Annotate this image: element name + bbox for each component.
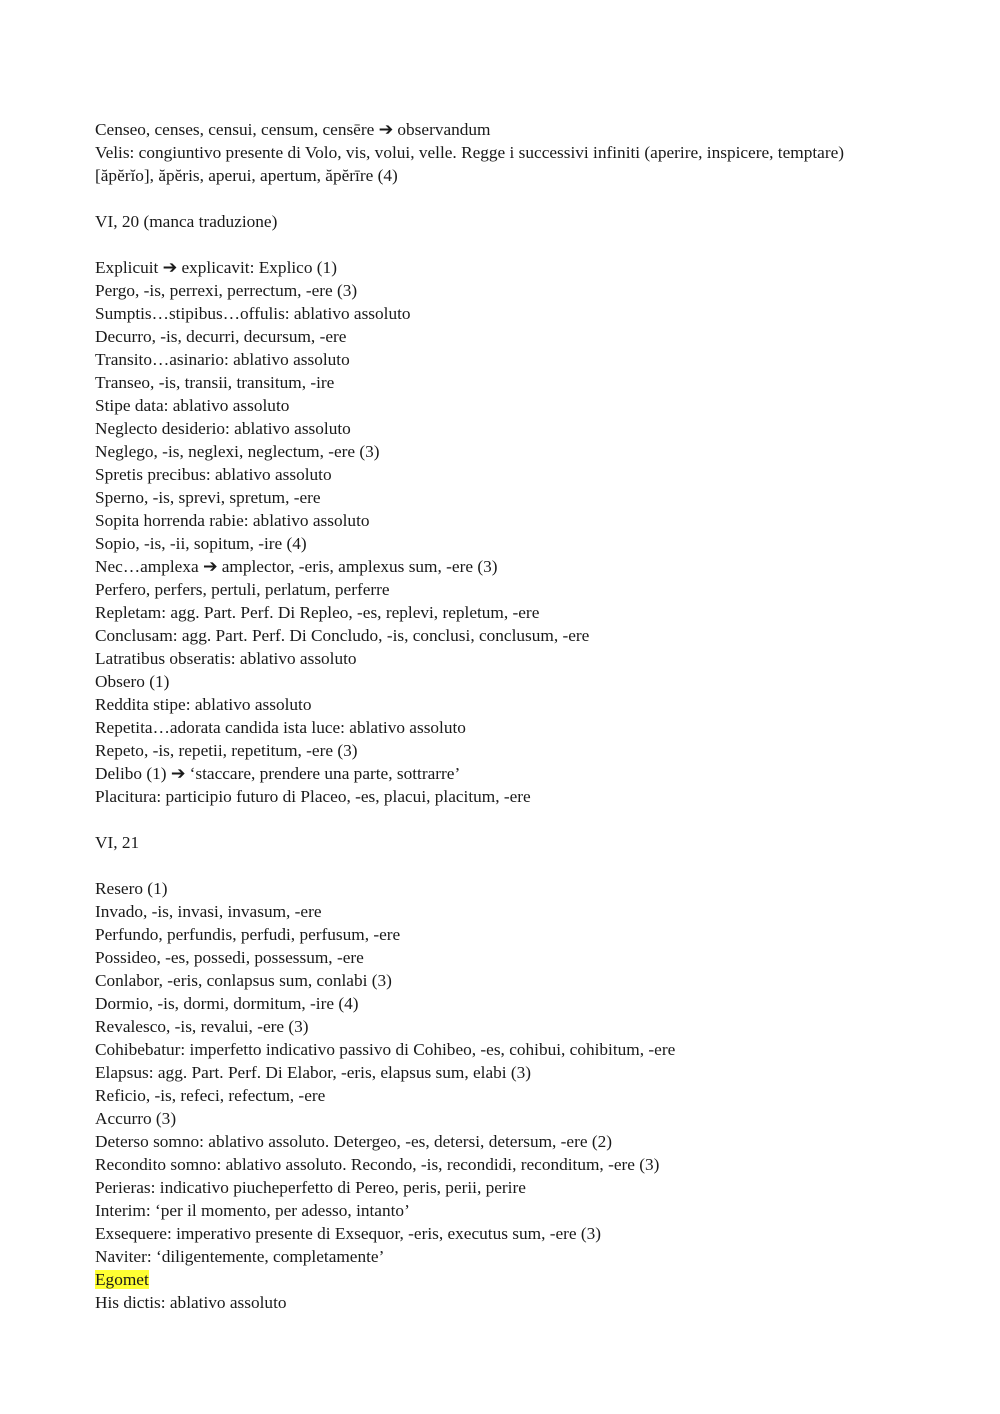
- note-line: Exsequere: imperativo presente di Exsequor, -eris, executus sum, -ere (3): [95, 1224, 602, 1243]
- note-line: Invado, -is, invasi, invasum, -ere: [95, 902, 322, 921]
- note-line: Perfundo, perfundis, perfudi, perfusum, -ere: [95, 925, 401, 944]
- note-line: Decurro, -is, decurri, decursum, -ere: [95, 327, 347, 346]
- note-line: Sopio, -is, -ii, sopitum, -ire (4): [95, 534, 307, 553]
- vi-20-notes: [95, 256, 955, 808]
- note-line: Censeo, censes, censui, censum, censēre ➔ observandum: [95, 120, 491, 139]
- note-line: Transito…asinario: ablativo assoluto: [95, 350, 350, 369]
- note-line: Sperno, -is, sprevi, spretum, -ere: [95, 488, 321, 507]
- blank-line: [95, 854, 955, 877]
- note-line: Delibo (1) ➔ ‘staccare, prendere una parte, sottrarre’: [95, 764, 461, 783]
- note-line: Deterso somno: ablativo assoluto. Detergeo, -es, detersi, detersum, -ere (2): [95, 1132, 613, 1151]
- note-line: Elapsus: agg. Part. Perf. Di Elabor, -eris, elapsus sum, elabi (3): [95, 1063, 532, 1082]
- note-line: Resero (1): [95, 879, 168, 898]
- note-line: Revalesco, -is, revalui, -ere (3): [95, 1017, 309, 1036]
- note-line: Repletam: agg. Part. Perf. Di Repleo, -es, replevi, repletum, -ere: [95, 603, 540, 622]
- note-line: Sopita horrenda rabie: ablativo assoluto: [95, 511, 370, 530]
- note-line: Reddita stipe: ablativo assoluto: [95, 695, 312, 714]
- note-line: Possideo, -es, possedi, possessum, -ere: [95, 948, 364, 967]
- note-line: Dormio, -is, dormi, dormitum, -ire (4): [95, 994, 359, 1013]
- note-line: Reficio, -is, refeci, refectum, -ere: [95, 1086, 326, 1105]
- note-line: Nec…amplexa ➔ amplector, -eris, amplexus sum, -ere (3): [95, 557, 498, 576]
- note-line: Perieras: indicativo piucheperfetto di Pereo, peris, perii, perire: [95, 1178, 526, 1197]
- section-heading-vi-21: VI, 21: [95, 833, 140, 852]
- note-line: Velis: congiuntivo presente di Volo, vis, volui, velle. Regge i successivi infiniti (aperire, inspicere, temptare): [95, 143, 844, 162]
- note-line: Naviter: ‘diligentemente, completamente’: [95, 1247, 385, 1266]
- note-line: Neglecto desiderio: ablativo assoluto: [95, 419, 351, 438]
- blank-line: [95, 808, 955, 831]
- note-line: Neglego, -is, neglexi, neglectum, -ere (3): [95, 442, 380, 461]
- note-line: Latratibus obseratis: ablativo assoluto: [95, 649, 357, 668]
- document-page: [95, 118, 955, 1314]
- note-line: Conlabor, -eris, conlapsus sum, conlabi (3): [95, 971, 392, 990]
- note-line: Obsero (1): [95, 672, 170, 691]
- note-line: Stipe data: ablativo assoluto: [95, 396, 290, 415]
- note-line: Sumptis…stipibus…offulis: ablativo assoluto: [95, 304, 411, 323]
- note-line: Recondito somno: ablativo assoluto. Recondo, -is, recondidi, reconditum, -ere (3): [95, 1155, 660, 1174]
- note-line: Perfero, perfers, pertuli, perlatum, perferre: [95, 580, 390, 599]
- note-line: Explicuit ➔ explicavit: Explico (1): [95, 258, 337, 277]
- note-line: Spretis precibus: ablativo assoluto: [95, 465, 332, 484]
- note-line: Placitura: participio futuro di Placeo, -es, placui, placitum, -ere: [95, 787, 531, 806]
- note-line: Interim: ‘per il momento, per adesso, intanto’: [95, 1201, 410, 1220]
- note-line: Cohibebatur: imperfetto indicativo passivo di Cohibeo, -es, cohibui, cohibitum, -ere: [95, 1040, 676, 1059]
- note-line: [ăpĕrĭo], ăpĕris, aperui, apertum, ăpĕrīre (4): [95, 166, 398, 185]
- blank-line: [95, 233, 955, 256]
- note-line: Pergo, -is, perrexi, perrectum, -ere (3): [95, 281, 358, 300]
- intro-notes: [95, 118, 955, 187]
- final-note-line: His dictis: ablativo assoluto: [95, 1293, 287, 1312]
- note-line: Repeto, -is, repetii, repetitum, -ere (3): [95, 741, 358, 760]
- highlighted-word: Egomet: [95, 1270, 149, 1289]
- note-line: Accurro (3): [95, 1109, 177, 1128]
- note-line: Transeo, -is, transii, transitum, -ire: [95, 373, 335, 392]
- section-heading-vi-20: VI, 20 (manca traduzione): [95, 212, 278, 231]
- note-line: Repetita…adorata candida ista luce: ablativo assoluto: [95, 718, 466, 737]
- note-line: Conclusam: agg. Part. Perf. Di Concludo, -is, conclusi, conclusum, -ere: [95, 626, 590, 645]
- blank-line: [95, 187, 955, 210]
- highlighted-line: [95, 1268, 955, 1291]
- vi-21-notes: [95, 877, 955, 1268]
